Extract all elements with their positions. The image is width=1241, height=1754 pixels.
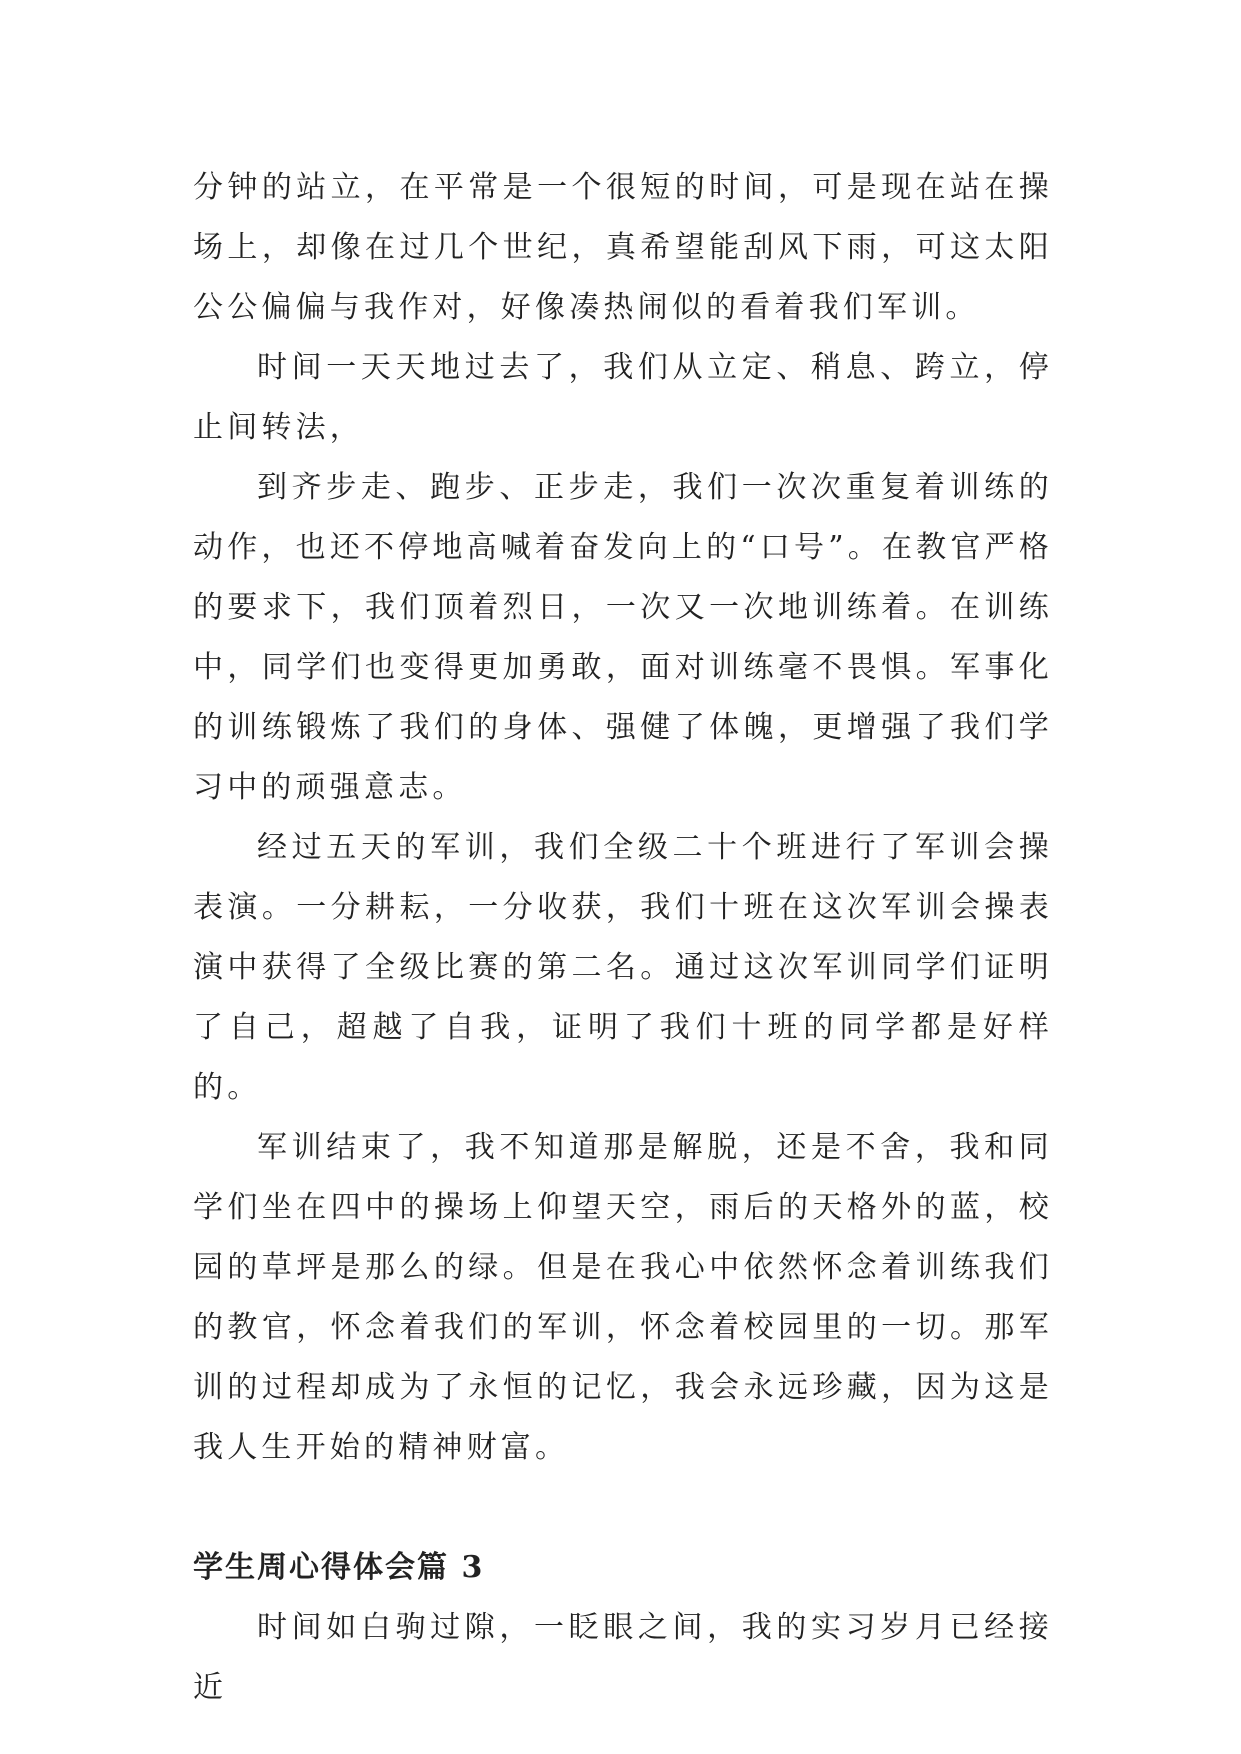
paragraph-4: 经过五天的军训，我们全级二十个班进行了军训会操表演。一分耕耘，一分收获，我们十班在这次军训会操表演中获得了全级比赛的第二名。通过这次军训同学们证明了自己，超越了自我，证明了我们十班的同学都是好样的。	[193, 830, 1053, 1105]
paragraph-5: 军训结束了，我不知道那是解脱，还是不舍，我和同学们坐在四中的操场上仰望天空，雨后的天格外的蓝，校园的草坪是那么的绿。但是在我心中依然怀念着训练我们的教官，怀念着我们的军训，怀念着校园里的一切。那军训的过程却成为了永恒的记忆，我会永远珍藏，因为这是我人生开始的精神财富。	[193, 1130, 1053, 1465]
paragraph-2: 时间一天天地过去了，我们从立定、稍息、跨立，停止间转法，	[193, 350, 1053, 445]
paragraph-3: 到齐步走、跑步、正步走，我们一次次重复着训练的动作，也还不停地高喊着奋发向上的“口号”。在教官严格的要求下，我们顶着烈日，一次又一次地训练着。在训练中，同学们也变得更加勇敢，面对训练毫不畏惧。军事化的训练锻炼了我们的身体、强健了体魄，更增强了我们学习中的顽强意志。	[193, 470, 1053, 805]
paragraph-1: 分钟的站立，在平常是一个很短的时间，可是现在站在操场上，却像在过几个世纪，真希望能刮风下雨，可这太阳公公偏偏与我作对，好像凑热闹似的看着我们军训。	[193, 170, 1053, 325]
section-heading: 学生周心得体会篇 3	[193, 1550, 485, 1585]
paragraph-6: 时间如白驹过隙，一眨眼之间，我的实习岁月已经接近	[193, 1610, 1053, 1705]
document-body	[193, 158, 1053, 1718]
